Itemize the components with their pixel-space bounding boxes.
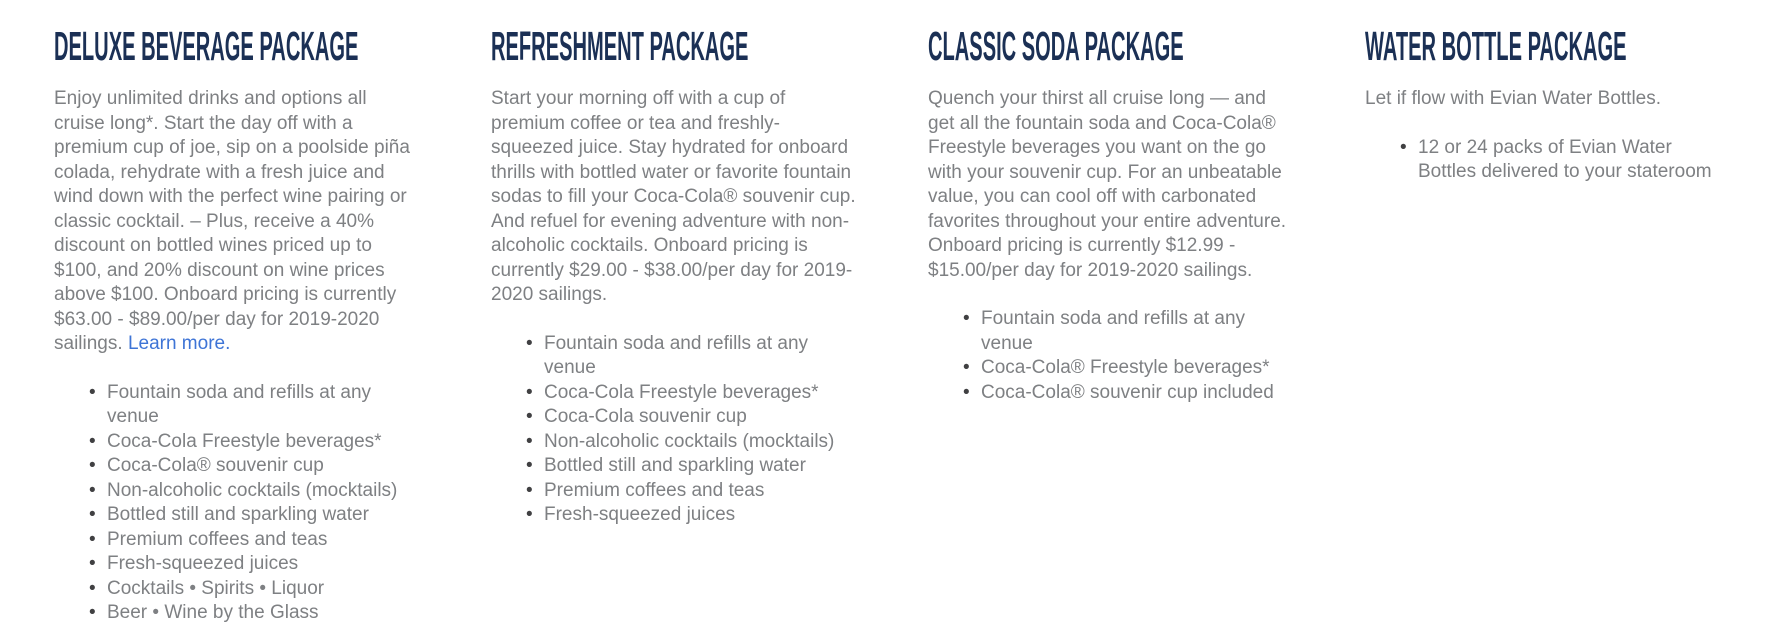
list-item: • Fountain soda and refills at any venue	[963, 307, 1294, 356]
package-title: CLASSIC SODA PACKAGE	[928, 23, 1184, 69]
package-classic-soda	[928, 25, 1294, 405]
package-deluxe-beverage	[54, 25, 420, 626]
package-bullet-list	[928, 307, 1294, 405]
list-item: • Non-alcoholic cocktails (mocktails)	[526, 430, 857, 455]
package-description: Quench your thirst all cruise long — and get all the fountain soda and Coca-Cola® Freestyle beverages you want on the go with your souvenir cup. For an unbeatable value, you can cool off with carbonated favorites throughout your entire adventure. Onboard pricing is currently $12.99 - $15.00/per day for 2019-2020 sailings.	[928, 88, 1287, 281]
list-item: • Non-alcoholic cocktails (mocktails)	[89, 479, 420, 504]
list-item: • Fresh-squeezed juices	[526, 503, 857, 528]
package-description: Let if flow with Evian Water Bottles.	[1365, 88, 1662, 109]
list-item: • Beer • Wine by the Glass	[89, 601, 420, 626]
package-description-text: Enjoy unlimited drinks and options all cruise long*. Start the day off with a premium cup of joe, sip on a poolside piña colada, rehydrate with a fresh juice and wind down with the perfect wine pairing or classic cocktail. – Plus, receive a 40% discount on bottled wines priced up to $100, and 20% discount on wine prices above $100. Onboard pricing is currently $63.00 - $89.00/per day for 2019-2020 sailings.	[54, 88, 410, 354]
list-item: • Coca-Cola® souvenir cup included	[963, 381, 1294, 406]
package-refreshment	[491, 25, 857, 528]
package-bullet-list	[491, 332, 857, 528]
package-water-bottle	[1365, 25, 1731, 185]
package-title: WATER BOTTLE PACKAGE	[1365, 23, 1627, 69]
list-item: • Bottled still and sparkling water	[526, 454, 857, 479]
list-item: • Coca-Cola® souvenir cup	[89, 454, 420, 479]
package-description: Start your morning off with a cup of premium coffee or tea and freshly-squeezed juice. Stay hydrated for onboard thrills with bottled water or favorite fountain sodas to fill your Coca-Cola® souvenir cup. And refuel for evening adventure with non-alcoholic cocktails. Onboard pricing is currently $29.00 - $38.00/per day for 2019-2020 sailings.	[491, 88, 856, 305]
list-item: • Cocktails • Spirits • Liquor	[89, 577, 420, 602]
list-item: • Coca-Cola souvenir cup	[526, 405, 857, 430]
list-item: • Coca-Cola® Freestyle beverages*	[963, 356, 1294, 381]
package-bullet-list	[1365, 136, 1731, 185]
list-item: • Premium coffees and teas	[526, 479, 857, 504]
package-description	[54, 87, 420, 357]
list-item: • Premium coffees and teas	[89, 528, 420, 553]
list-item: • Fountain soda and refills at any venue	[89, 381, 420, 430]
list-item: • Coca-Cola Freestyle beverages*	[526, 381, 857, 406]
list-item: • 12 or 24 packs of Evian Water Bottles delivered to your stateroom	[1400, 136, 1731, 185]
package-bullet-list	[54, 381, 420, 626]
package-title: DELUXE BEVERAGE PACKAGE	[54, 23, 359, 69]
list-item: • Bottled still and sparkling water	[89, 503, 420, 528]
package-title: REFRESHMENT PACKAGE	[491, 23, 749, 69]
list-item: • Coca-Cola Freestyle beverages*	[89, 430, 420, 455]
list-item: • Fresh-squeezed juices	[89, 552, 420, 577]
list-item: • Fountain soda and refills at any venue	[526, 332, 857, 381]
learn-more-link[interactable]: Learn more.	[127, 333, 231, 354]
